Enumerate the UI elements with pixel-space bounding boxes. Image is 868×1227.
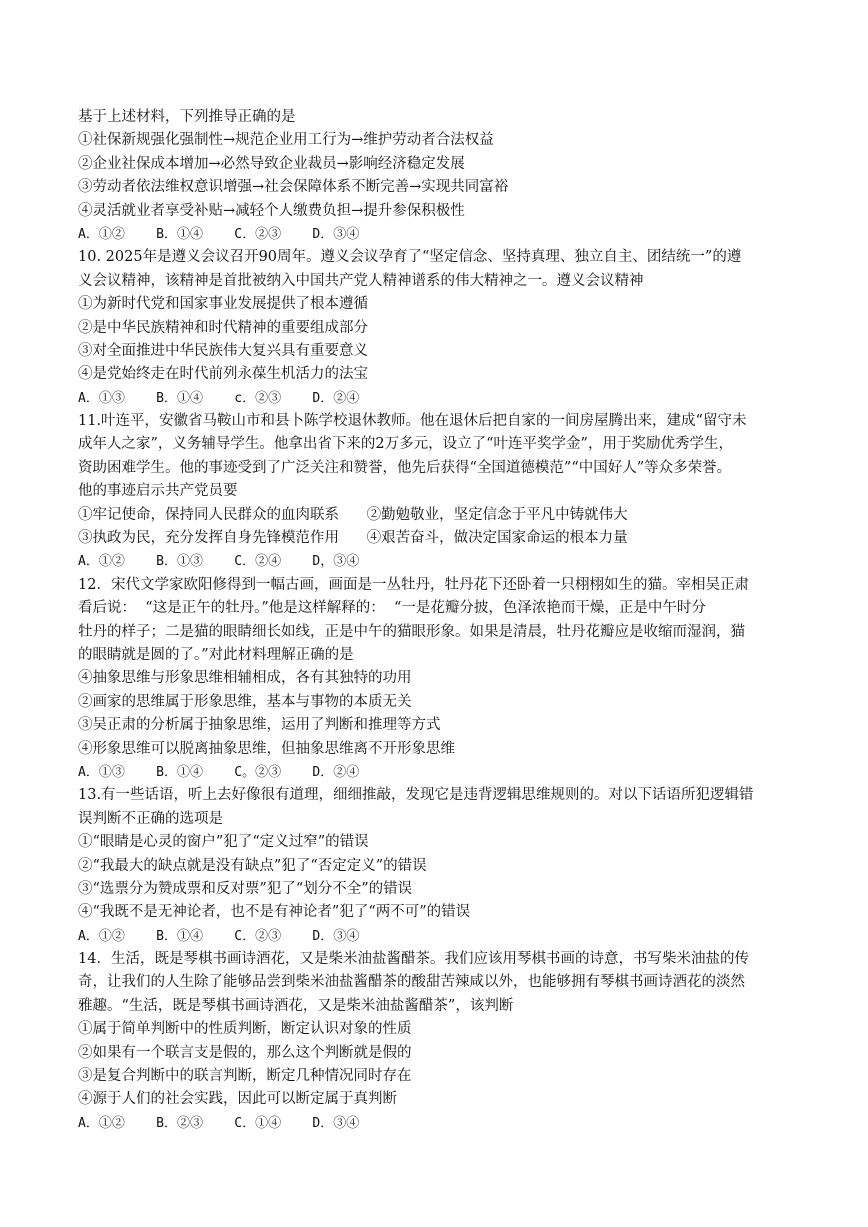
question-11	[78, 410, 800, 574]
question-stem: 资助困难学生。他的事迹受到了广泛关注和赞誉，他先后获得“全国道德模范”“中国好人”等众多荣誉。	[78, 459, 732, 476]
answer-options: A．①② B．①④ C．②③ D．③④	[78, 226, 360, 242]
question-stem: 义会议精神，该精神是首批被纳入中国共产党人精神谱系的伟大精神之一。遵义会议精神	[78, 272, 644, 289]
choice-item: ①“眼睛是心灵的窗户”犯了“定义过窄”的错误	[78, 834, 369, 851]
question-10	[78, 246, 800, 410]
choice-item: ③劳动者依法维权意识增强→社会保障体系不断完善→实现共同富裕	[78, 179, 509, 196]
answer-options: A．①② B．①③ C．②④ D，③④	[78, 554, 360, 570]
choice-item: ④灵活就业者享受补贴→减轻个人缴费负担→提升参保积极性	[78, 202, 465, 219]
choice-item: ②企业社保成本增加→必然导致企业裁员→影响经济稳定发展	[78, 155, 465, 172]
choice-item: ①属于简单判断中的性质判断，断定认识对象的性质	[78, 1021, 412, 1038]
question-stem: 成年人之家”，义务辅导学生。他拿出省下来的2万多元，设立了“叶连平奖学金”，用于奖励优秀学生，	[78, 436, 733, 453]
choice-item: ②画家的思维属于形象思维，基本与事物的本质无关	[78, 693, 412, 710]
choice-item: ①社保新规强化强制性→规范企业用工行为→维护劳动者合法权益	[78, 132, 494, 149]
choice-item: ③“选票分为赞成票和反对票”犯了“划分不全”的错误	[78, 880, 413, 897]
question-stem: 他的事迹启示共产党员要	[78, 483, 238, 500]
choice-item-row: ③执政为民，充分发挥自身先锋模范作用 ④艰苦奋斗，做决定国家命运的根本力量	[78, 530, 628, 547]
choice-item: ②如果有一个联言支是假的，那么这个判断就是假的	[78, 1044, 412, 1061]
answer-options: A．①③ B．①④ C。②③ D．②④	[78, 764, 360, 780]
choice-item: ②“我最大的缺点就是没有缺点”犯了“否定定义”的错误	[78, 857, 427, 874]
question-stem: 11.叶连平，安徽省马鞍山市和县卜陈学校退休教师。他在退休后把自家的一间房屋腾出来，建成“留守未	[78, 413, 747, 430]
choice-item: ④抽象思维与形象思维相辅相成，各有其独特的功用	[78, 670, 412, 687]
question-9	[78, 106, 800, 246]
question-stem: 的眼睛就是圆的了。”对此材料理解正确的是	[78, 646, 354, 663]
question-stem: 10. 2025年是遵义会议召开90周年。遵义会议孕育了“坚定信念、坚持真理、独立自主、团结统一”的遵	[78, 249, 742, 266]
choice-item: ③吴正肃的分析属于抽象思维，运用了判断和推理等方式	[78, 717, 441, 734]
question-stem: 12．宋代文学家欧阳修得到一幅古画，画面是一丛牡丹，牡丹花下还卧着一只栩栩如生的猫。宰相吴正肃	[78, 576, 749, 593]
choice-item: ①为新时代党和国家事业发展提供了根本遵循	[78, 296, 368, 313]
question-stem: 13.有一些话语，听上去好像很有道理，细细推敲，发现它是违背逻辑思维规则的。对以下话语所犯逻辑错	[78, 787, 754, 804]
choice-item: ④“我既不是无神论者，也不是有神论者”犯了“两不可”的错误	[78, 904, 471, 921]
choice-item: ④是党始终走在时代前列永葆生机活力的法宝	[78, 366, 368, 383]
answer-options: A．①③ B．①④ c．②③ D．②④	[78, 390, 360, 406]
exam-content	[78, 106, 800, 1135]
question-13	[78, 784, 800, 948]
question-stem: 基于上述材料，下列推导正确的是	[78, 109, 296, 125]
choice-item-row: ①牢记使命，保持同人民群众的血肉联系 ②勤勉敬业，坚定信念于平凡中铸就伟大	[78, 506, 628, 523]
answer-options: A．①② B．②③ C．①④ D．③④	[78, 1115, 360, 1131]
choice-item: ②是中华民族精神和时代精神的重要组成部分	[78, 319, 368, 336]
question-stem: 奇，让我们的人生除了能够品尝到柴米油盐酱醋茶的酸甜苦辣咸以外，也能够拥有琴棋书画诗酒花的淡然	[78, 974, 745, 991]
question-12	[78, 574, 800, 785]
question-stem: 雅趣。“生活，既是琴棋书画诗酒花，又是柴米油盐酱醋茶”，该判断	[78, 997, 514, 1014]
question-stem: 看后说： “这是正午的牡丹。”他是这样解释的： “一是花瓣分披，色泽浓艳而干燥，正是中午时分	[78, 600, 706, 617]
question-stem: 牡丹的样子；二是猫的眼睛细长如线，正是中午的猫眼形象。如果是清晨，牡丹花瓣应是收缩而湿润，猫	[78, 623, 745, 640]
choice-item: ③对全面推进中华民族伟大复兴具有重要意义	[78, 342, 368, 359]
question-stem: 14．生活，既是琴棋书画诗酒花，又是柴米油盐酱醋茶。我们应该用琴棋书画的诗意，书写柴米油盐的传	[78, 951, 749, 968]
question-stem: 误判断不正确的选项是	[78, 810, 223, 827]
choice-item: ④形象思维可以脱离抽象思维，但抽象思维离不开形象思维	[78, 740, 455, 757]
choice-item: ③是复合判断中的联言判断，断定几种情况同时存在	[78, 1068, 412, 1085]
answer-options: A．①② B．①④ C．②③ D．③④	[78, 928, 360, 944]
question-14	[78, 948, 800, 1135]
choice-item: ④源于人们的社会实践，因此可以断定属于真判断	[78, 1091, 397, 1108]
